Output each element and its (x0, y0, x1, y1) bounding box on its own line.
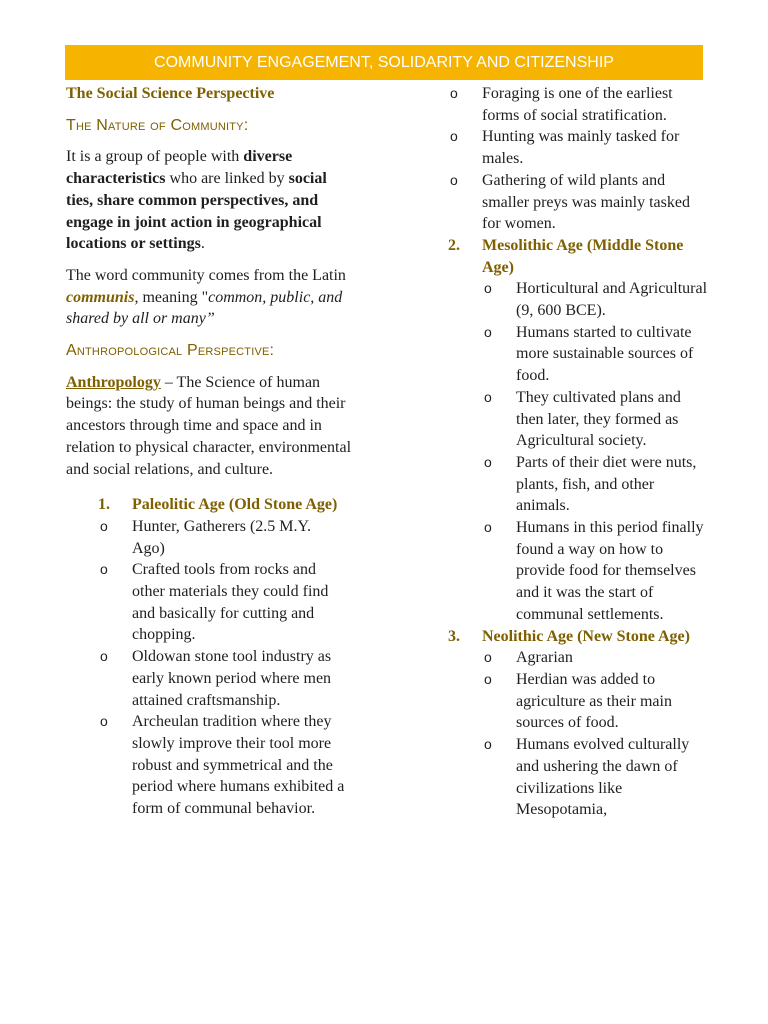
word-text-2: , meaning " (134, 288, 209, 306)
paleolithic-list (66, 516, 346, 820)
bullet-icon: o (484, 519, 492, 536)
list-item: o Hunting was mainly tasked for males. (450, 128, 680, 168)
age-heading-paleolithic (66, 494, 362, 516)
bullet-icon: o (484, 323, 492, 340)
list-item: o They cultivated plans and then later, they formed as Agricultural society. (484, 388, 681, 450)
subtitle: The Social Science Perspective (66, 85, 275, 102)
list-item: o Humans evolved culturally and ushering the dawn of civilizations like Mesopotamia, (484, 736, 690, 819)
mesolithic-list (420, 278, 710, 625)
bullet-icon: o (484, 388, 492, 405)
bullet-icon: o (484, 280, 492, 297)
list-item: o Crafted tools from rocks and other materials they could find and basically for cutting and chopping. (100, 561, 329, 644)
age-number: 1. (98, 496, 110, 514)
neolithic-list (420, 647, 710, 821)
anthropology-term: Anthropology (66, 373, 161, 391)
bullet-icon: o (100, 648, 108, 665)
age-title: Paleolitic Age (Old Stone Age) (132, 496, 338, 514)
bullet-icon: o (100, 561, 108, 578)
word-text-1: The word community comes from the Latin (66, 266, 346, 284)
word-meaning: common, public, and shared by all or many” (66, 288, 343, 328)
list-item: o Gathering of wild plants and smaller preys was mainly tasked for women. (450, 171, 690, 233)
right-column (420, 83, 720, 821)
list-item: o Agrarian (420, 647, 710, 669)
def-bold-1: diverse characteristics (66, 148, 293, 188)
bullet-icon: o (100, 517, 108, 534)
paleolithic-continued-list (420, 83, 705, 235)
age-title: Mesolithic Age (Middle Stone Age) (482, 236, 684, 276)
age-title: Neolithic Age (New Stone Age) (482, 627, 690, 645)
list-item: o Parts of their diet were nuts, plants, fish, and other animals. (484, 453, 697, 515)
left-column (66, 83, 366, 820)
list-item: o Humans started to cultivate more sustainable sources of food. (484, 323, 694, 385)
def-text-2: who are linked by (165, 170, 289, 188)
community-definition (66, 146, 356, 255)
def-text-3: . (200, 235, 205, 253)
list-item: o Hunter, Gatherers (2.5 M.Y. Ago) (100, 517, 312, 557)
bullet-icon: o (450, 85, 458, 101)
anthro-heading: Anthropological Perspective: (66, 342, 275, 360)
list-item: o Herdian was added to agriculture as their main sources of food. (484, 670, 672, 732)
latin-word: communis (66, 288, 135, 306)
age-number: 3. (448, 627, 460, 645)
bullet-icon: o (484, 736, 492, 753)
nature-heading: The Nature of Community: (66, 116, 249, 134)
bullet-icon: o (450, 128, 458, 145)
bullet-icon: o (100, 713, 108, 730)
list-item: o Oldowan stone tool industry as early known period where men attained craftsmanship. (100, 648, 332, 709)
age-number: 2. (448, 236, 460, 254)
bullet-icon: o (484, 453, 492, 470)
anthropology-text: – The Science of human beings: the study of human beings and their ancestors through time and space and in relation to physical character, environmental and social relations, and culture. (66, 373, 352, 478)
document-banner: COMMUNITY ENGAGEMENT, SOLIDARITY AND CITIZENSHIP (65, 45, 703, 80)
def-text-1: It is a group of people with (66, 148, 244, 166)
bullet-icon: o (484, 670, 492, 687)
list-item: o Humans in this period finally found a way on how to provide food for themselves and it was the start of communal settlements. (484, 519, 704, 623)
bullet-icon: o (450, 171, 458, 188)
age-heading-neolithic (420, 626, 712, 648)
list-item: o Foraging is one of the earliest forms of social stratification. (450, 85, 673, 124)
list-item: o Horticultural and Agricultural (9, 600 BCE). (484, 280, 708, 320)
list-item: o Archeulan tradition where they slowly improve their tool more robust and symmetrical and the period where humans exhibited a form of communal behavior. (100, 713, 345, 818)
anthropology-definition (66, 372, 351, 481)
bullet-icon: o (484, 649, 492, 666)
age-heading-mesolithic (420, 235, 712, 278)
word-origin (66, 265, 356, 330)
def-bold-2: social ties, share common perspectives, and engage in joint action in geographical locations or settings (66, 170, 327, 253)
